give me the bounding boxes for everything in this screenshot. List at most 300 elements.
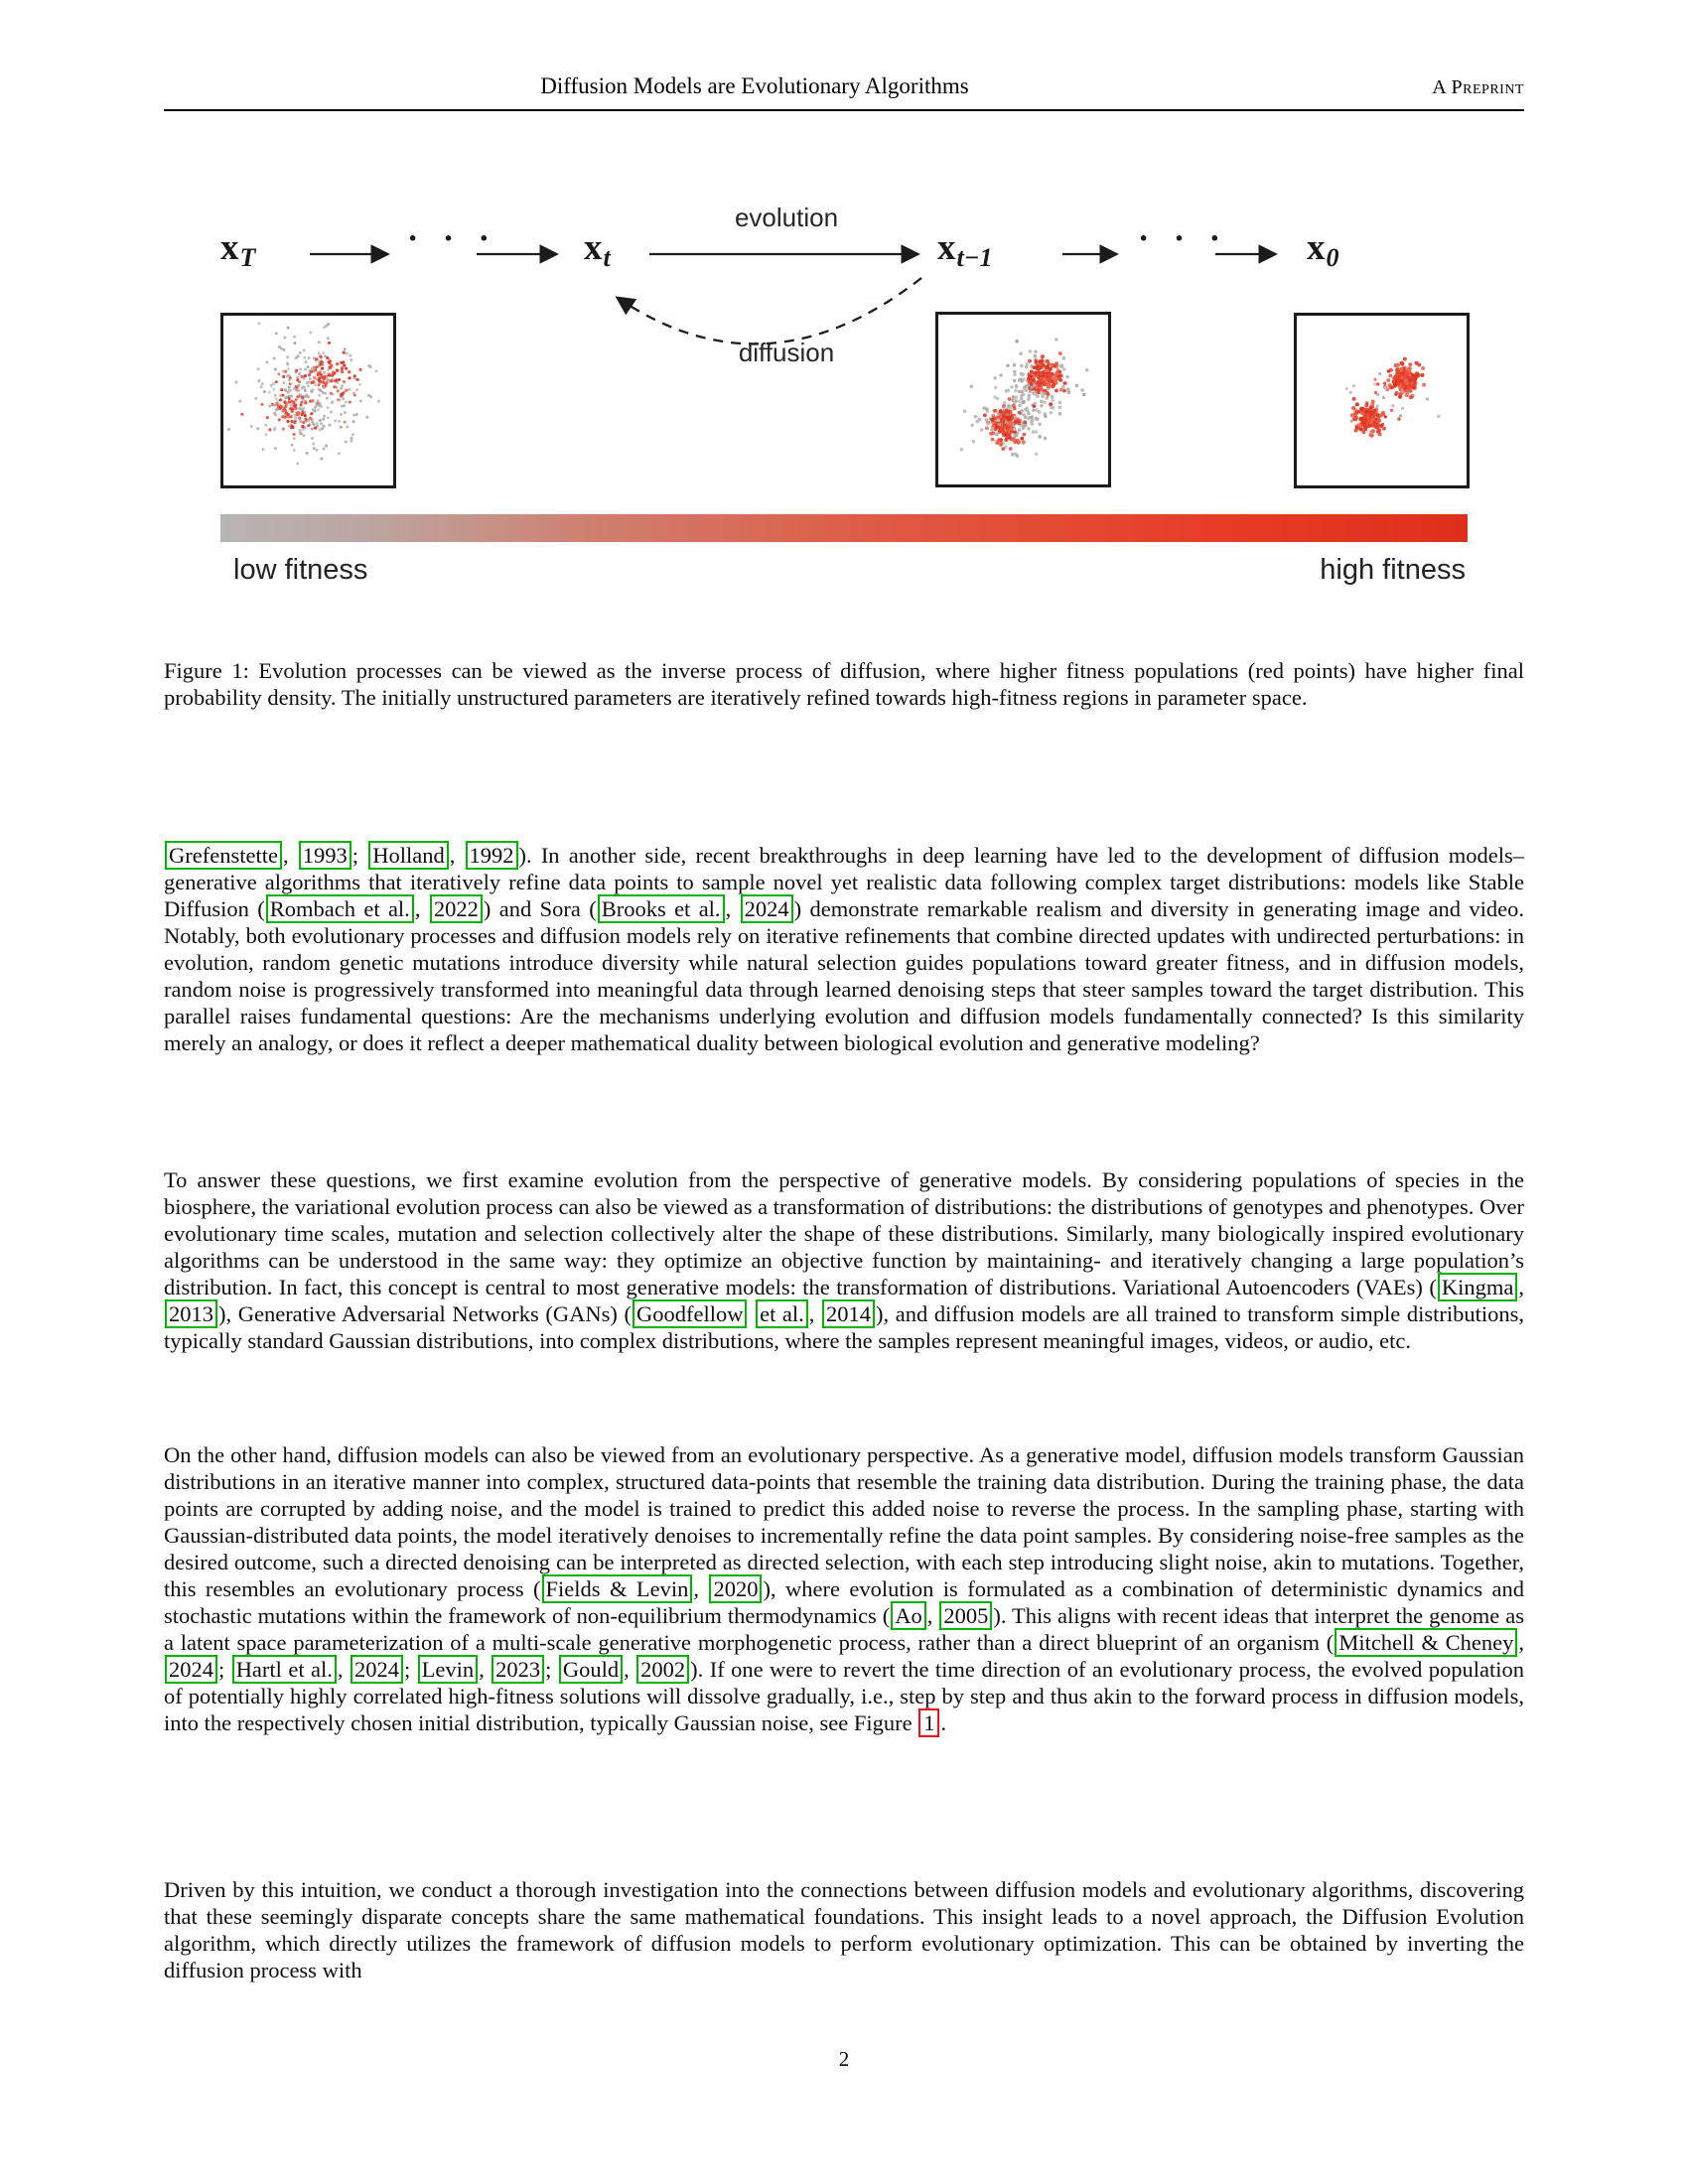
- red-population-point: [283, 416, 286, 419]
- red-population-point: [1364, 411, 1368, 415]
- gray-population-point: [1015, 395, 1019, 399]
- gray-population-point: [322, 418, 325, 421]
- red-population-point: [1399, 376, 1403, 380]
- gray-population-point: [303, 413, 306, 416]
- red-population-point: [1008, 410, 1012, 414]
- gray-population-point: [1042, 376, 1046, 380]
- gray-population-point: [1036, 384, 1040, 388]
- red-population-point: [1410, 383, 1414, 387]
- red-population-point: [1377, 428, 1381, 432]
- gray-population-point: [1041, 377, 1045, 381]
- gray-population-point: [334, 420, 337, 423]
- red-population-point: [1046, 369, 1050, 373]
- gray-population-point: [974, 415, 978, 419]
- text-run: ;: [352, 843, 368, 868]
- red-population-point: [1039, 371, 1043, 375]
- red-population-point: [277, 405, 280, 408]
- gray-population-point: [1062, 356, 1066, 360]
- red-population-point: [1388, 383, 1392, 387]
- red-population-point: [1039, 372, 1043, 376]
- red-population-point: [1405, 388, 1409, 392]
- red-population-point: [1046, 365, 1050, 369]
- red-population-point: [995, 426, 999, 430]
- gray-population-point: [295, 370, 298, 373]
- red-population-point: [1045, 376, 1049, 380]
- red-population-point: [315, 365, 318, 368]
- gray-population-point: [288, 378, 291, 381]
- gray-population-point: [1058, 371, 1062, 375]
- red-population-point: [1361, 421, 1365, 425]
- red-population-point: [1406, 376, 1410, 380]
- red-population-point: [1359, 427, 1363, 431]
- red-population-point: [1041, 380, 1045, 384]
- citation-link[interactable]: 2014: [822, 1299, 875, 1328]
- gray-population-point: [296, 376, 299, 379]
- red-population-point: [1040, 365, 1044, 369]
- gray-population-point: [276, 408, 279, 411]
- red-population-point: [997, 425, 1001, 429]
- red-population-point: [1404, 370, 1408, 374]
- red-population-point: [1394, 393, 1397, 396]
- gray-population-point: [1053, 374, 1056, 378]
- gray-population-point: [994, 386, 998, 390]
- red-population-point: [1039, 385, 1043, 389]
- red-population-point: [1375, 421, 1379, 425]
- gray-population-point: [323, 326, 326, 329]
- citation-link[interactable]: Brooks et al.: [598, 894, 725, 923]
- red-population-point: [997, 438, 1001, 442]
- red-population-point: [1362, 416, 1366, 420]
- red-population-point: [1006, 425, 1010, 429]
- citation-link[interactable]: 1993: [299, 841, 352, 870]
- red-population-point: [993, 409, 997, 413]
- red-population-point: [1368, 411, 1372, 415]
- gray-population-point: [1065, 375, 1069, 379]
- gray-population-point: [1437, 415, 1440, 418]
- red-population-point: [1362, 419, 1366, 423]
- red-population-point: [995, 441, 999, 445]
- red-population-point: [1045, 368, 1049, 372]
- gray-population-point: [352, 392, 355, 395]
- red-population-point: [307, 424, 310, 427]
- citation-link[interactable]: Hartl et al.: [232, 1655, 337, 1684]
- red-population-point: [325, 381, 328, 384]
- red-population-point: [1411, 374, 1415, 378]
- gray-population-point: [1003, 409, 1007, 413]
- gray-population-point: [357, 378, 360, 381]
- red-population-point: [1395, 373, 1399, 377]
- gray-population-point: [308, 356, 311, 359]
- red-population-point: [1405, 373, 1409, 377]
- gray-population-point: [329, 424, 332, 427]
- gray-population-point: [336, 381, 339, 384]
- gray-population-point: [1025, 384, 1029, 388]
- red-population-point: [1044, 382, 1048, 386]
- gray-population-point: [325, 325, 328, 328]
- red-population-point: [1039, 385, 1043, 389]
- red-population-point: [1376, 423, 1380, 427]
- red-population-point: [1400, 361, 1404, 365]
- gray-population-point: [299, 394, 302, 397]
- ellipsis-right: · · ·: [1138, 220, 1229, 257]
- red-population-point: [1404, 385, 1408, 389]
- red-population-point: [1393, 375, 1397, 379]
- gray-population-point: [367, 394, 370, 397]
- gray-population-point: [330, 411, 333, 414]
- red-population-point: [1000, 427, 1004, 431]
- red-population-point: [1407, 377, 1411, 381]
- red-population-point: [1003, 425, 1007, 429]
- red-population-point: [1379, 424, 1383, 428]
- red-population-point: [1363, 423, 1367, 427]
- citation-link[interactable]: 2020: [709, 1574, 762, 1603]
- red-population-point: [1396, 368, 1400, 372]
- red-population-point: [283, 401, 286, 404]
- gray-population-point: [312, 423, 315, 426]
- gray-population-point: [1025, 389, 1029, 393]
- gray-population-point: [309, 369, 312, 372]
- gray-population-point: [1044, 388, 1048, 392]
- gray-population-point: [313, 356, 316, 359]
- gray-population-point: [1000, 426, 1004, 430]
- red-population-point: [1002, 420, 1006, 424]
- red-population-point: [1004, 421, 1008, 425]
- gray-population-point: [997, 441, 1001, 445]
- red-population-point: [1369, 415, 1373, 419]
- red-population-point: [304, 402, 307, 405]
- red-population-point: [1413, 377, 1417, 381]
- red-population-point: [1012, 438, 1016, 442]
- gray-population-point: [351, 437, 353, 440]
- red-population-point: [1400, 383, 1404, 387]
- red-population-point: [1012, 404, 1016, 408]
- gray-population-point: [1401, 407, 1404, 410]
- red-population-point: [1402, 372, 1406, 376]
- citation-link[interactable]: Kingma: [1438, 1273, 1518, 1301]
- gray-population-point: [300, 420, 303, 423]
- red-population-point: [1370, 415, 1374, 419]
- gray-population-point: [1027, 412, 1030, 415]
- red-population-point: [293, 404, 296, 407]
- red-population-point: [1400, 380, 1404, 384]
- red-population-point: [992, 424, 996, 428]
- red-population-point: [328, 373, 331, 376]
- red-population-point: [1398, 384, 1402, 388]
- red-population-point: [1033, 404, 1037, 408]
- gray-population-point: [1018, 378, 1022, 382]
- red-population-point: [1028, 359, 1032, 363]
- red-population-point: [1365, 410, 1369, 414]
- gray-population-point: [282, 381, 285, 384]
- citation-link[interactable]: et al.: [756, 1299, 808, 1328]
- gray-population-point: [1045, 374, 1049, 378]
- red-population-point: [999, 438, 1003, 442]
- red-population-point: [1408, 366, 1412, 370]
- gray-population-point: [985, 407, 989, 411]
- citation-link[interactable]: 1992: [466, 841, 518, 870]
- gray-population-point: [275, 408, 278, 411]
- gray-population-point: [1018, 428, 1022, 432]
- red-population-point: [1005, 409, 1009, 413]
- text-run: ;: [403, 1657, 417, 1682]
- red-population-point: [1367, 424, 1371, 428]
- red-population-point: [1406, 372, 1410, 376]
- red-population-point: [1003, 423, 1007, 427]
- citation-link[interactable]: 2024: [165, 1655, 217, 1684]
- red-population-point: [1359, 428, 1363, 432]
- red-population-point: [1408, 381, 1412, 385]
- red-population-point: [1381, 411, 1385, 415]
- red-population-point: [275, 380, 278, 383]
- red-population-point: [1377, 414, 1381, 418]
- gray-population-point: [1033, 383, 1036, 386]
- gray-population-point: [254, 397, 257, 400]
- red-population-point: [1048, 373, 1052, 377]
- text-run: [748, 1301, 755, 1326]
- gray-population-point: [319, 419, 322, 422]
- red-population-point: [1409, 395, 1413, 399]
- red-population-point: [1373, 378, 1376, 381]
- red-population-point: [1004, 415, 1008, 419]
- citation-link[interactable]: Fields & Levin: [542, 1574, 693, 1603]
- red-population-point: [1404, 384, 1408, 388]
- gray-population-point: [306, 452, 309, 455]
- red-population-point: [329, 359, 332, 362]
- gray-population-point: [289, 404, 292, 407]
- red-population-point: [991, 419, 995, 423]
- citation-link[interactable]: Mitchell & Cheney: [1335, 1628, 1517, 1657]
- citation-link[interactable]: 2022: [430, 894, 483, 923]
- gray-population-point: [1031, 419, 1035, 423]
- gray-population-point: [305, 395, 308, 398]
- gray-population-point: [266, 360, 269, 363]
- red-population-point: [1028, 386, 1032, 390]
- red-population-point: [1054, 373, 1057, 377]
- gray-population-point: [291, 444, 294, 447]
- gray-population-point: [298, 351, 301, 354]
- gray-population-point: [302, 407, 305, 410]
- red-population-point: [1058, 378, 1062, 382]
- gray-population-point: [345, 401, 348, 404]
- citation-link[interactable]: Gould: [559, 1655, 623, 1684]
- figure-reference-link[interactable]: 1: [918, 1708, 939, 1737]
- gray-population-point: [272, 388, 275, 391]
- red-population-point: [319, 380, 322, 383]
- red-population-point: [1398, 395, 1402, 399]
- red-population-point: [1059, 374, 1063, 378]
- text-run: ,: [479, 1657, 492, 1682]
- gray-population-point: [1009, 421, 1013, 425]
- gray-population-point: [311, 437, 314, 440]
- red-population-point: [1412, 378, 1416, 382]
- citation-link[interactable]: 2013: [165, 1299, 217, 1328]
- gray-population-point: [313, 447, 316, 450]
- text-run: Figure 1: Evolution processes can be viewed as the inverse process of diffusion, where higher fitness populations (red points) have higher final probability density. The initially unstructured parameters are iteratively refined towards high-fitness regions in parameter space.: [164, 658, 1524, 710]
- red-population-point: [325, 384, 328, 387]
- red-population-point: [1397, 377, 1401, 381]
- red-population-point: [1397, 370, 1401, 374]
- gray-population-point: [976, 420, 980, 424]
- red-population-point: [1403, 383, 1407, 387]
- red-population-point: [1368, 420, 1372, 424]
- red-population-point: [1354, 424, 1358, 428]
- citation-link[interactable]: Levin: [418, 1655, 478, 1684]
- red-population-point: [1002, 434, 1006, 438]
- gray-population-point: [1013, 373, 1016, 376]
- citation-link[interactable]: 2023: [492, 1655, 544, 1684]
- red-population-point: [271, 403, 274, 406]
- gray-population-point: [970, 423, 974, 427]
- gray-population-point: [305, 393, 308, 396]
- gray-population-point: [1057, 376, 1061, 380]
- red-population-point: [1006, 422, 1010, 426]
- gray-population-point: [268, 405, 271, 408]
- red-population-point: [1055, 389, 1058, 393]
- gray-population-point: [1001, 412, 1005, 416]
- gray-population-point: [298, 384, 301, 387]
- gray-population-point: [1061, 385, 1065, 389]
- gray-population-point: [334, 371, 337, 374]
- red-population-point: [1406, 378, 1410, 382]
- gray-population-point: [1020, 390, 1024, 394]
- citation-link[interactable]: 2024: [741, 894, 793, 923]
- gray-population-point: [319, 370, 322, 373]
- gray-population-point: [319, 389, 322, 392]
- red-population-point: [1352, 397, 1356, 401]
- gray-population-point: [1011, 430, 1015, 434]
- red-population-point: [1004, 424, 1008, 428]
- citation-link[interactable]: Rombach et al.: [266, 894, 414, 923]
- gray-population-point: [1015, 399, 1018, 402]
- red-population-point: [1371, 400, 1375, 404]
- gray-population-point: [1378, 372, 1381, 375]
- red-population-point: [1014, 420, 1018, 424]
- gray-population-point: [258, 379, 261, 382]
- node-x-0: x0: [1307, 227, 1339, 272]
- red-population-point: [1399, 368, 1403, 372]
- red-population-point: [995, 421, 999, 425]
- red-population-point: [1400, 379, 1404, 383]
- red-population-point: [1406, 378, 1410, 382]
- red-population-point: [1045, 367, 1049, 371]
- gray-population-point: [1040, 400, 1043, 403]
- red-population-point: [290, 415, 293, 418]
- red-population-point: [1042, 370, 1046, 374]
- text-run: ,: [282, 843, 298, 868]
- citation-link[interactable]: 2024: [351, 1655, 403, 1684]
- gray-population-point: [289, 389, 292, 392]
- text-run: .: [940, 1710, 947, 1735]
- gray-population-point: [1002, 405, 1006, 409]
- red-population-point: [1370, 419, 1374, 423]
- text-run: To answer these questions, we first examine evolution from the perspective of generative models. By considering populations of species in the biosphere, the variational evolution process can also be viewed as a transformation of distributions: the distributions of genotypes and phenotypes. Over evolutionary time scales, mutation and selection collectively alter the shape of these distributions. Similarly, many biologically inspired evolutionary algorithms can be understood in the same way: they optimize an objective function by maintaining- and iteratively changing a large population’s distribution. In fact, this concept is central to most generative models: the transformation of distributions. Variational Autoencoders (VAEs) (: [164, 1167, 1524, 1299]
- gray-population-point: [296, 379, 299, 382]
- gray-population-point: [279, 394, 282, 397]
- red-population-point: [349, 401, 352, 404]
- red-population-point: [311, 381, 314, 384]
- red-population-point: [1007, 427, 1011, 431]
- red-population-point: [1381, 423, 1384, 426]
- gray-population-point: [1012, 424, 1015, 427]
- gray-population-point: [1022, 400, 1026, 404]
- red-population-point: [1046, 365, 1050, 369]
- red-population-point: [1367, 424, 1371, 428]
- red-population-point: [1005, 432, 1009, 436]
- gray-population-point: [1019, 352, 1023, 356]
- red-population-point: [1407, 374, 1411, 378]
- citation-link[interactable]: Holland: [368, 841, 449, 870]
- red-population-point: [1363, 419, 1367, 423]
- citation-link[interactable]: Ao: [891, 1601, 926, 1630]
- citation-link[interactable]: Grefenstette: [165, 841, 282, 870]
- gray-population-point: [303, 434, 306, 437]
- red-population-point: [1008, 421, 1012, 425]
- red-population-point: [1363, 421, 1367, 425]
- gray-population-point: [1029, 416, 1032, 419]
- gray-population-point: [318, 394, 321, 397]
- gray-population-point: [302, 398, 305, 401]
- red-population-point: [345, 367, 348, 370]
- gray-population-point: [1020, 372, 1024, 376]
- gray-population-point: [1020, 364, 1024, 368]
- gray-population-point: [290, 394, 293, 397]
- gray-population-point: [260, 385, 263, 388]
- red-population-point: [1038, 381, 1042, 385]
- red-population-point: [1372, 422, 1376, 426]
- red-population-point: [1370, 414, 1374, 418]
- red-population-point: [1370, 416, 1374, 420]
- gray-population-point: [1056, 364, 1060, 368]
- gray-population-point: [1391, 404, 1394, 407]
- gray-population-point: [283, 348, 286, 351]
- red-population-point: [1400, 380, 1404, 384]
- gray-population-point: [289, 399, 292, 402]
- gray-population-point: [1014, 389, 1018, 393]
- citation-link[interactable]: 2002: [636, 1655, 689, 1684]
- gray-population-point: [278, 345, 281, 348]
- red-population-point: [1375, 426, 1379, 430]
- text-run: ,: [449, 843, 465, 868]
- red-population-point: [298, 380, 301, 383]
- red-population-point: [1397, 374, 1401, 378]
- red-population-point: [1043, 370, 1047, 374]
- gray-population-point: [303, 426, 306, 429]
- gray-population-point: [1027, 417, 1030, 420]
- gray-population-point: [312, 366, 315, 369]
- gray-population-point: [312, 388, 315, 391]
- gray-population-point: [1050, 373, 1054, 377]
- red-population-point: [1363, 417, 1367, 421]
- text-run: ,: [693, 1576, 709, 1601]
- gray-population-point: [324, 386, 327, 389]
- gray-population-point: [1026, 379, 1030, 383]
- citation-link[interactable]: Goodfellow: [633, 1299, 747, 1328]
- citation-link[interactable]: 2005: [939, 1601, 992, 1630]
- gray-population-point: [275, 332, 278, 335]
- red-population-point: [1011, 421, 1015, 425]
- red-population-point: [1404, 374, 1408, 378]
- red-population-point: [1007, 422, 1011, 426]
- red-population-point: [353, 374, 356, 377]
- red-population-point: [328, 373, 331, 376]
- red-population-point: [1012, 437, 1016, 441]
- gray-population-point: [288, 386, 291, 389]
- red-population-point: [1406, 375, 1410, 379]
- gray-population-point: [1007, 404, 1010, 407]
- red-population-point: [332, 370, 335, 373]
- red-population-point: [1402, 377, 1406, 381]
- red-population-point: [994, 421, 998, 425]
